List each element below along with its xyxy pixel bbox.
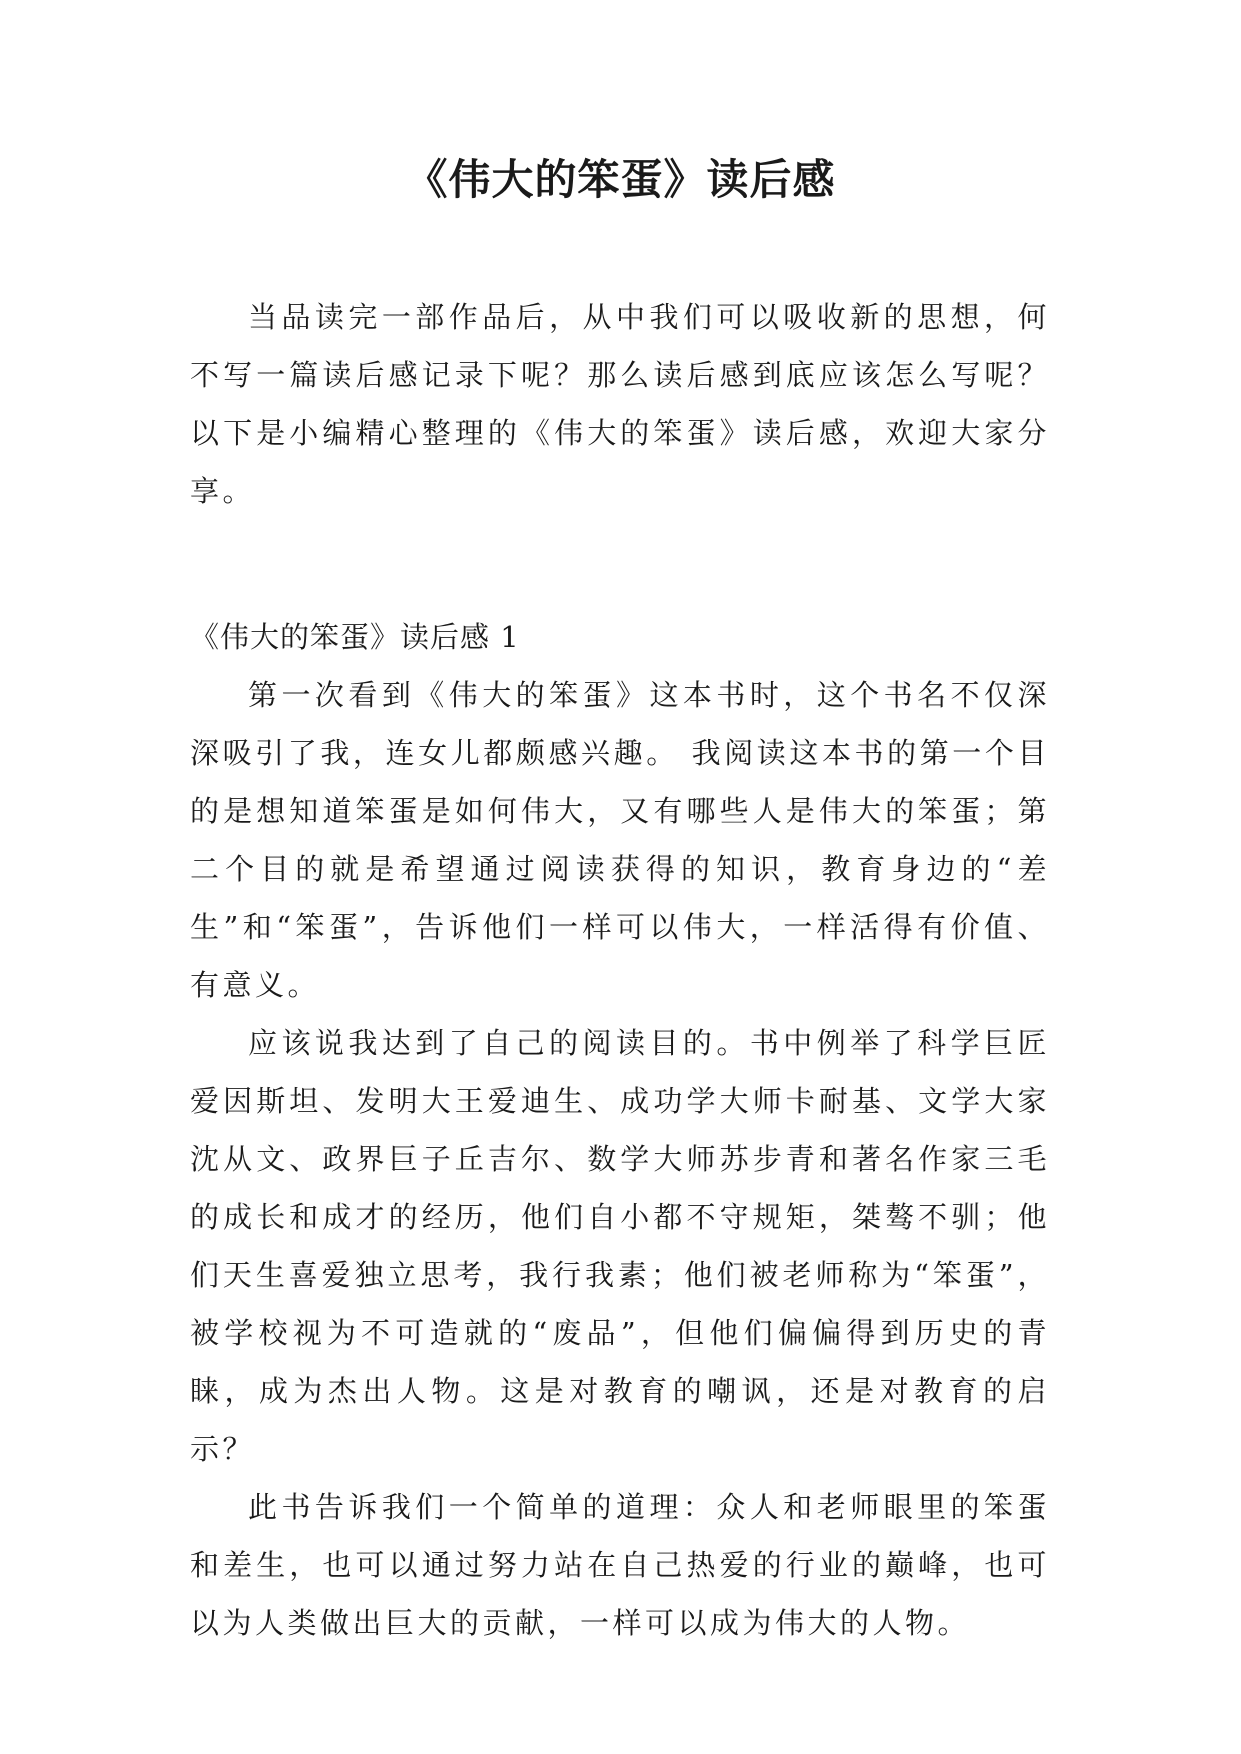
intro-paragraph: 当品读完一部作品后，从中我们可以吸收新的思想，何不写一篇读后感记录下呢？那么读后感到底应该怎么写呢？以下是小编精心整理的《伟大的笨蛋》读后感，欢迎大家分享。 <box>190 300 1050 508</box>
body-paragraph-2: 应该说我达到了自己的阅读目的。书中例举了科学巨匠爱因斯坦、发明大王爱迪生、成功学大师卡耐基、文学大家沈从文、政界巨子丘吉尔、数学大师苏步青和著名作家三毛的成长和成才的经历，他们自小都不守规矩，桀骜不驯；他们天生喜爱独立思考，我行我素；他们被老师称为“笨蛋”，被学校视为不可造就的“废品”，但他们偏偏得到历史的青睐，成为杰出人物。这是对教育的嘲讽，还是对教育的启示？ <box>190 1026 1050 1466</box>
body-paragraph-1: 第一次看到《伟大的笨蛋》这本书时，这个书名不仅深深吸引了我，连女儿都颇感兴趣。 我阅读这本书的第一个目的是想知道笨蛋是如何伟大，又有哪些人是伟大的笨蛋；第二个目的就是希望通过阅读获得的知识，教育身边的“差生”和“笨蛋”，告诉他们一样可以伟大，一样活得有价值、有意义。 <box>190 678 1050 1002</box>
document-body <box>190 288 1050 1652</box>
section-heading: 《伟大的笨蛋》读后感 1 <box>190 620 520 654</box>
body-paragraph-3: 此书告诉我们一个简单的道理：众人和老师眼里的笨蛋和差生，也可以通过努力站在自己热爱的行业的巅峰，也可以为人类做出巨大的贡献，一样可以成为伟大的人物。 <box>190 1490 1050 1640</box>
document-title: 《伟大的笨蛋》读后感 <box>405 155 836 204</box>
